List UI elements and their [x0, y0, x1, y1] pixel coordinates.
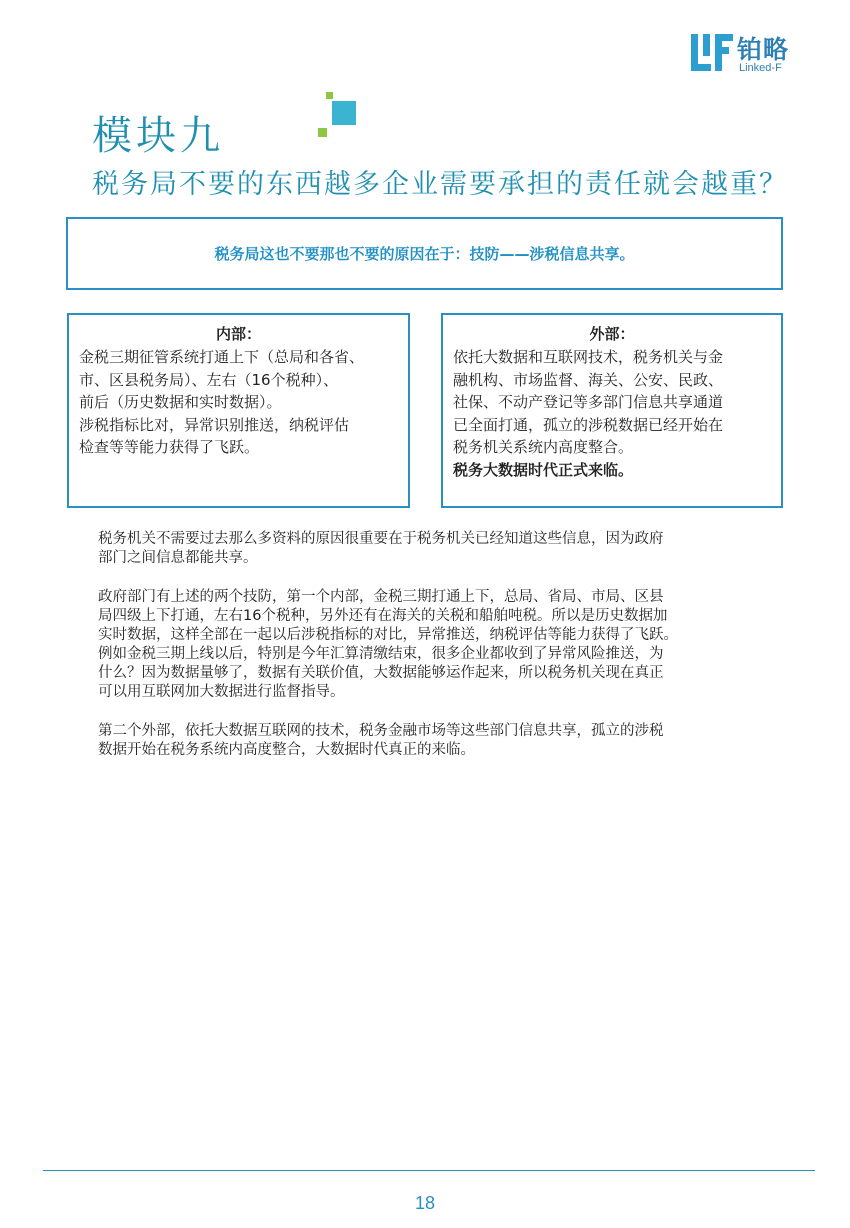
paragraph-3 — [98, 722, 788, 760]
paragraph-line: 部门之间信息都能共享。 — [98, 550, 258, 566]
logo-text-cn: 铂略 — [737, 35, 790, 64]
brand-logo — [691, 30, 821, 80]
external-line: 融机构、市场监督、海关、公安、民政、 — [453, 370, 724, 389]
logo-text-en: Linked-F — [739, 62, 782, 74]
body-text — [98, 530, 788, 780]
callout-text: 税务局这也不要那也不要的原因在于：技防——涉税信息共享。 — [214, 245, 635, 263]
paragraph-line: 什么？因为数据量够了，数据有关联价值，大数据能够运作起来，所以税务机关现在真正 — [98, 665, 664, 681]
footer-divider — [43, 1170, 815, 1171]
paragraph-1 — [98, 530, 788, 568]
squares-icon — [310, 90, 360, 150]
paragraph-2 — [98, 588, 788, 702]
external-conclusion: 税务大数据时代正式来临。 — [453, 460, 634, 479]
external-line: 依托大数据和互联网技术，税务机关与金 — [453, 348, 724, 366]
paragraph-line: 局四级上下打通，左右16个税种，另外还有在海关的关税和船舶吨税。所以是历史数据加 — [98, 608, 668, 624]
paragraph-line: 第二个外部，依托大数据互联网的技术，税务金融市场等这些部门信息共享，孤立的涉税 — [98, 723, 664, 739]
paragraph-line: 政府部门有上述的两个技防，第一个内部，金税三期打通上下，总局、省局、市局、区县 — [98, 589, 664, 605]
decorative-squares — [310, 90, 360, 150]
paragraph-line: 税务机关不需要过去那么多资料的原因很重要在于税务机关已经知道这些信息，因为政府 — [98, 531, 664, 547]
external-heading: 外部： — [589, 325, 635, 343]
page-number: 18 — [414, 1193, 436, 1213]
internal-line: 涉税指标比对，异常识别推送，纳税评估 — [79, 415, 350, 434]
paragraph-line: 例如金税三期上线以后，特别是今年汇算清缴结束，很多企业都收到了异常风险推送，为 — [98, 646, 664, 662]
internal-heading: 内部： — [215, 325, 261, 343]
external-line: 税务机关系统内高度整合。 — [453, 438, 634, 456]
paragraph-line: 实时数据，这样全部在一起以后涉税指标的对比，异常推送，纳税评估等能力获得了飞跃。 — [98, 627, 678, 643]
paragraph-line: 数据开始在税务系统内高度整合，大数据时代真正的来临。 — [98, 742, 475, 758]
module-subtitle: 税务局不要的东西越多企业需要承担的责任就会越重？ — [92, 169, 788, 200]
module-title: 模块九 — [92, 113, 224, 159]
paragraph-line: 可以用互联网加大数据进行监督指导。 — [98, 684, 345, 700]
callout-box — [66, 217, 783, 290]
internal-line: 金税三期征管系统打通上下（总局和各省、 — [79, 348, 365, 366]
internal-line: 检查等等能力获得了飞跃。 — [79, 438, 260, 456]
logo-mark-icon — [691, 34, 735, 72]
internal-box — [67, 313, 410, 508]
external-line: 社保、不动产登记等多部门信息共享通道 — [453, 393, 724, 411]
internal-line: 市、区县税务局）、左右（16个税种）、 — [79, 370, 339, 389]
internal-line: 前后（历史数据和实时数据）。 — [79, 393, 282, 411]
external-line: 已全面打通，孤立的涉税数据已经开始在 — [453, 415, 724, 434]
external-box — [441, 313, 783, 508]
